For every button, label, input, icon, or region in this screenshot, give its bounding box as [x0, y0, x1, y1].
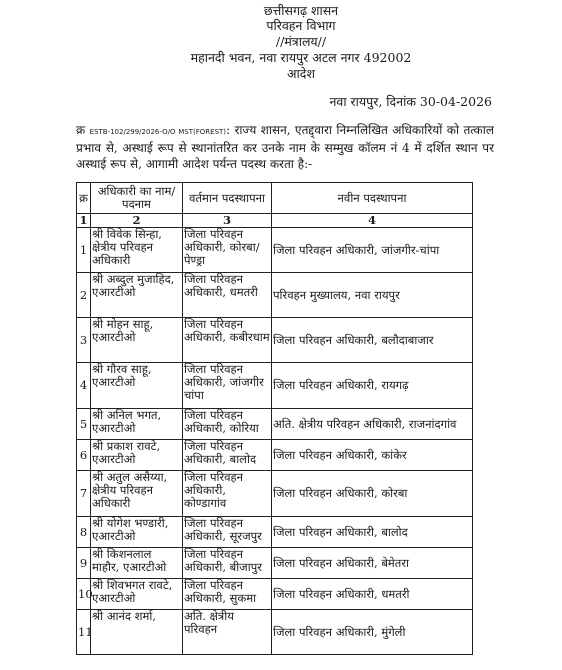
- new-posting-cell: परिवहन मुख्यालय, नवा रायपुर: [272, 273, 473, 318]
- current-posting-cell: जिला परिवहन अधिकारी, बालोद: [183, 440, 272, 471]
- serial-cell: 6: [77, 440, 91, 471]
- officer-cell: श्री किशनलाल माहौर, एआरटीओ: [91, 548, 183, 579]
- index-cell: 3: [183, 214, 272, 228]
- current-posting-cell: जिला परिवहन अधिकारी, सूरजपुर: [183, 517, 272, 548]
- serial-cell: 7: [77, 471, 91, 517]
- serial-cell: 9: [77, 548, 91, 579]
- serial-cell: 4: [77, 363, 91, 409]
- serial-cell: 5: [77, 409, 91, 440]
- new-posting-cell: जिला परिवहन अधिकारी, कोरबा: [272, 471, 473, 517]
- current-posting-cell: जिला परिवहन अधिकारी, कबीरधाम: [183, 318, 272, 363]
- new-posting-cell: अति. क्षेत्रीय परिवहन अधिकारी, राजनांदगांव: [272, 409, 473, 440]
- officer-cell: श्री शिवभगत रावटे, एआरटीओ: [91, 579, 183, 610]
- serial-cell: 10: [77, 579, 91, 610]
- table-row: [77, 579, 473, 610]
- table-row: [77, 409, 473, 440]
- table-index-row: [77, 214, 473, 228]
- current-posting-cell: जिला परिवहन अधिकारी, धमतरी: [183, 273, 272, 318]
- index-cell: 4: [272, 214, 473, 228]
- table-row: [77, 363, 473, 409]
- officer-cell: श्री अनिल भगत, एआरटीओ: [91, 409, 183, 440]
- date-line: नवा रायपुर, दिनांक 30-04-2026: [329, 94, 492, 109]
- order-reference: ESTB-102/299/2026-O/O MST(FOREST): [89, 128, 227, 136]
- order-prefix: क्र: [76, 123, 86, 137]
- col-header-current: वर्तमान पदस्थापना: [183, 183, 272, 214]
- officer-cell: श्री गौरव साहू, एआरटीओ: [91, 363, 183, 409]
- current-posting-cell: जिला परिवहन अधिकारी, कोरबा/पेण्ड्रा: [183, 228, 272, 273]
- order-paragraph: [76, 122, 494, 172]
- ministry-label: //मंत्रालय//: [275, 34, 327, 49]
- new-posting-cell: जिला परिवहन अधिकारी, धमतरी: [272, 579, 473, 610]
- transfer-table: [76, 182, 473, 655]
- col-header-serial: क्र: [77, 183, 91, 214]
- current-posting-cell: अति. क्षेत्रीय परिवहन: [183, 610, 272, 655]
- officer-cell: श्री विवेक सिन्हा, क्षेत्रीय परिवहन अधिकारी: [91, 228, 183, 273]
- govt-name: छत्तीसगढ़ शासन: [263, 3, 339, 18]
- col-header-name: अधिकारी का नाम/पदनाम: [91, 183, 183, 214]
- table-row: [77, 517, 473, 548]
- new-posting-cell: जिला परिवहन अधिकारी, बेमेतरा: [272, 548, 473, 579]
- serial-cell: 8: [77, 517, 91, 548]
- table-row: [77, 548, 473, 579]
- table-row: [77, 440, 473, 471]
- officer-cell: श्री प्रकाश रावटे, एआरटीओ: [91, 440, 183, 471]
- officer-cell: श्री मोहन साहू, एआरटीओ: [91, 318, 183, 363]
- serial-cell: 1: [77, 228, 91, 273]
- new-posting-cell: जिला परिवहन अधिकारी, कांकेर: [272, 440, 473, 471]
- current-posting-cell: जिला परिवहन अधिकारी, जांजगीर चांपा: [183, 363, 272, 409]
- new-posting-cell: जिला परिवहन अधिकारी, बालोद: [272, 517, 473, 548]
- table-row: [77, 610, 473, 655]
- officer-cell: श्री योगेश भण्डारी, एआरटीओ: [91, 517, 183, 548]
- table-row: [77, 318, 473, 363]
- officer-cell: श्री आनंद शर्मा,: [91, 610, 183, 655]
- serial-cell: 11: [77, 610, 91, 655]
- col-header-new: नवीन पदस्थापना: [272, 183, 473, 214]
- new-posting-cell: जिला परिवहन अधिकारी, बलौदाबाजार: [272, 318, 473, 363]
- index-cell: 1: [77, 214, 91, 228]
- serial-cell: 2: [77, 273, 91, 318]
- table-row: [77, 228, 473, 273]
- address-line: महानदी भवन, नवा रायपुर अटल नगर 492002: [190, 50, 412, 65]
- new-posting-cell: जिला परिवहन अधिकारी, मुंगेली: [272, 610, 473, 655]
- department-name: परिवहन विभाग: [266, 18, 336, 33]
- current-posting-cell: जिला परिवहन अधिकारी, कोरिया: [183, 409, 272, 440]
- table-row: [77, 273, 473, 318]
- current-posting-cell: जिला परिवहन अधिकारी, बीजापुर: [183, 548, 272, 579]
- current-posting-cell: जिला परिवहन अधिकारी, कोण्डागांव: [183, 471, 272, 517]
- table-header-row: [77, 183, 473, 214]
- serial-cell: 3: [77, 318, 91, 363]
- officer-cell: श्री अतुल असैय्या, क्षेत्रीय परिवहन अधिकारी: [91, 471, 183, 517]
- index-cell: 2: [91, 214, 183, 228]
- order-body: : राज्य शासन, एतद्द्वारा निम्नलिखित अधिकारियों को तत्काल प्रभाव से, अस्थाई रूप से स्थानांतरित कर उनके नाम के सम्मुख कॉलम नं 4 में दर्शित स्थान पर अस्थाई रूप से, आगामी आदेश पर्यन्त पदस्थ करता है:-: [76, 123, 494, 171]
- order-title: आदेश: [287, 66, 315, 81]
- new-posting-cell: जिला परिवहन अधिकारी, जांजगीर-चांपा: [272, 228, 473, 273]
- current-posting-cell: जिला परिवहन अधिकारी, सुकमा: [183, 579, 272, 610]
- officer-cell: श्री अब्दुल मुजाहिद, एआरटीओ: [91, 273, 183, 318]
- table-row: [77, 471, 473, 517]
- new-posting-cell: जिला परिवहन अधिकारी, रायगढ़: [272, 363, 473, 409]
